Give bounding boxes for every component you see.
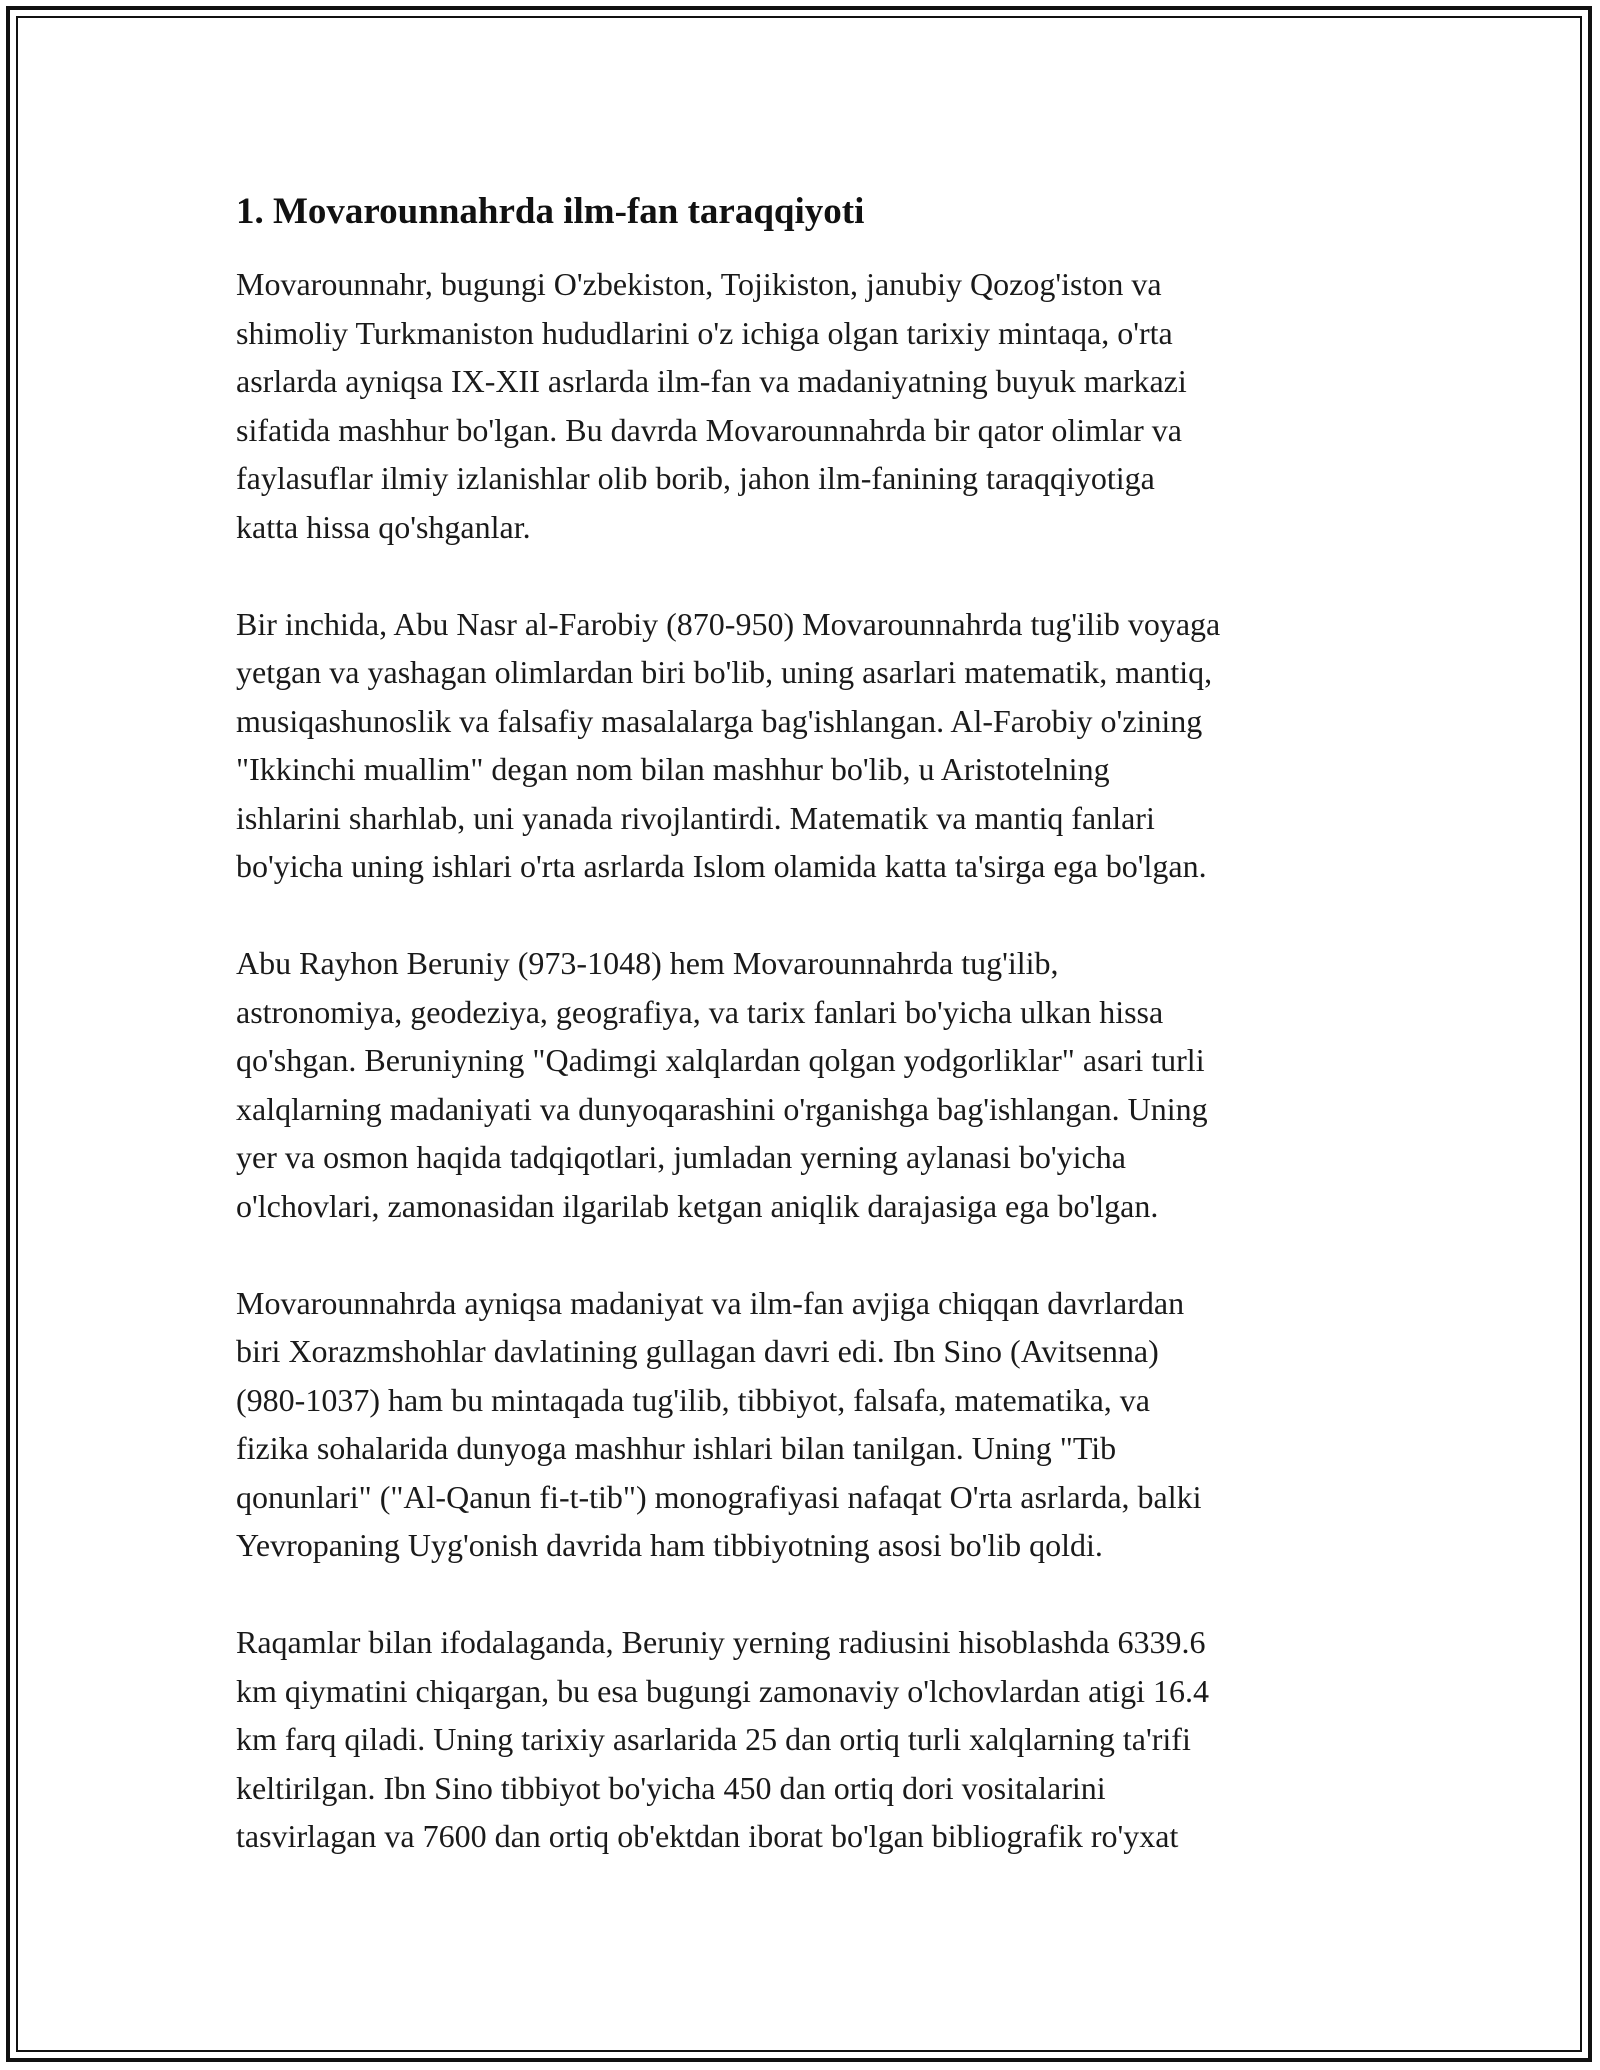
document-body [236,188,1386,1909]
text-line: Bir inchida, Abu Nasr al-Farobiy (870-950) Movarounnahrda tug'ilib voyaga [236,605,1221,642]
text-line: katta hissa qo'shganlar. [236,508,531,545]
text-line: "Ikkinchi muallim" degan nom bilan mashhur bo'lib, u Aristotelning [236,751,1110,787]
text-line: keltirilgan. Ibn Sino tibbiyot bo'yicha 450 dan ortiq dori vositalarini [236,1769,1106,1806]
text-line: o'lchovlari, zamonasidan ilgarilab ketgan aniqlik darajasiga ega bo'lgan. [236,1187,1159,1224]
text-line: asrlarda ayniqsa IX-XII asrlarda ilm-fan va madaniyatning buyuk markazi [236,363,1187,399]
text-line: Abu Rayhon Beruniy (973-1048) hem Movarounnahrda tug'ilib, [236,945,1059,981]
text-line: km farq qiladi. Uning tarixiy asarlarida 25 dan ortiq turli xalqlarning ta'rifi [236,1721,1191,1757]
text-line: shimoliy Turkmaniston hududlarini o'z ichiga olgan tarixiy mintaqa, o'rta [236,314,1173,351]
paragraph-beruniy [236,939,1386,1230]
text-line: astronomiya, geodeziya, geografiya, va tarix fanlari bo'yicha ulkan hissa [236,993,1164,1030]
text-line: tasvirlagan va 7600 dan ortiq ob'ektdan iborat bo'lgan bibliografik ro'yxat [236,1818,1179,1854]
section-heading: 1. Movarounnahrda ilm-fan taraqqiyoti [236,191,865,232]
text-line: (980-1037) ham bu mintaqada tug'ilib, tibbiyot, falsafa, matematika, va [236,1381,1150,1418]
text-line: km qiymatini chiqargan, bu esa bugungi zamonaviy o'lchovlardan atigi 16.4 [236,1672,1209,1709]
paragraph-ibn-sino [236,1279,1386,1570]
text-line: musiqashunoslik va falsafiy masalalarga bag'ishlangan. Al-Farobiy o'zining [236,702,1203,739]
text-line: biri Xorazmshohlar davlatining gullagan davri edi. Ibn Sino (Avitsenna) [236,1333,1159,1369]
text-line: yetgan va yashagan olimlardan biri bo'lib, uning asarlari matematik, mantiq, [236,654,1213,690]
paragraph-numbers [236,1618,1386,1861]
text-line: Raqamlar bilan ifodalaganda, Beruniy yerning radiusini hisoblashda 6339.6 [236,1624,1206,1660]
paragraph-intro [236,260,1386,551]
text-line: sifatida mashhur bo'lgan. Bu davrda Movarounnahrda bir qator olimlar va [236,411,1182,448]
text-line: xalqlarning madaniyati va dunyoqarashini o'rganishga bag'ishlangan. Uning [236,1090,1208,1127]
text-line: faylasuflar ilmiy izlanishlar olib borib, jahon ilm-fanining taraqqiyotiga [236,460,1155,496]
text-line: yer va osmon haqida tadqiqotlari, jumladan yerning aylanasi bo'yicha [236,1139,1126,1175]
text-line: qo'shgan. Beruniyning "Qadimgi xalqlardan qolgan yodgorliklar" asari turli [236,1042,1205,1078]
text-line: Movarounnahrda ayniqsa madaniyat va ilm-fan avjiga chiqqan davrlardan [236,1284,1185,1321]
text-line: Yevropaning Uyg'onish davrida ham tibbiyotning asosi bo'lib qoldi. [236,1527,1103,1563]
text-line: Movarounnahr, bugungi O'zbekiston, Tojikiston, janubiy Qozog'iston va [236,266,1162,302]
text-line: qonunlari" ("Al-Qanun fi-t-tib") monografiyasi nafaqat O'rta asrlarda, balki [236,1478,1202,1515]
paragraph-farobiy [236,600,1386,891]
text-line: bo'yicha uning ishlari o'rta asrlarda Islom olamida katta ta'sirga ega bo'lgan. [236,848,1207,884]
text-line: fizika sohalarida dunyoga mashhur ishlari bilan tanilgan. Uning "Tib [236,1430,1117,1466]
text-line: ishlarini sharhlab, uni yanada rivojlantirdi. Matematik va mantiq fanlari [236,799,1155,836]
